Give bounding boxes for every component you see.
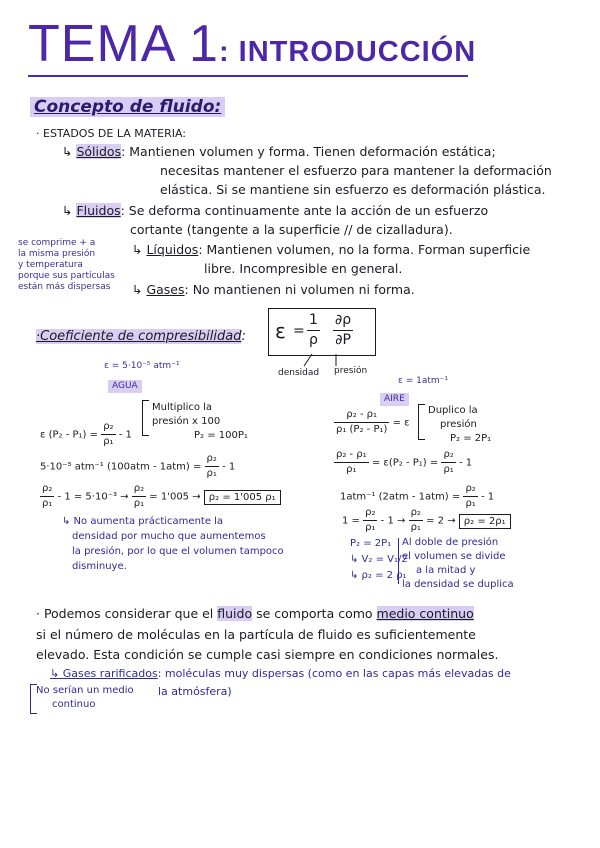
aire-eq2 bbox=[334, 448, 472, 477]
frac-num: ρ₂ bbox=[363, 506, 377, 521]
frac-den: ρ₁ bbox=[365, 522, 376, 533]
frac-den: ρ₁ (P₂ - P₁) bbox=[336, 424, 388, 435]
medio-note-line: continuo bbox=[52, 699, 96, 710]
medio-note bbox=[36, 684, 134, 712]
side-note-line: y temperatura bbox=[18, 260, 83, 270]
agua-eq1 bbox=[40, 420, 132, 449]
frac-den: ρ₁ bbox=[42, 498, 53, 509]
solidos-text1: : Mantienen volumen y forma. Tienen deformación estática; bbox=[121, 144, 496, 159]
aire-note-line: P₂ = 2P₁ bbox=[450, 433, 492, 444]
compresibilidad-heading: ·Coeficiente de compresibilidad bbox=[36, 329, 242, 344]
medio-fluido-highlight: fluido bbox=[217, 606, 253, 621]
aire-eq2-mid: = ε(P₂ - P₁) = bbox=[371, 457, 439, 469]
agua-eq2-frac bbox=[205, 452, 219, 481]
frac-num: ρ₂ bbox=[40, 482, 54, 497]
frac-num: ρ₂ bbox=[463, 482, 477, 497]
title-sub: : INTRODUCCIÓN bbox=[218, 36, 477, 68]
medio-continuo-highlight: medio continuo bbox=[376, 606, 474, 621]
compresibilidad-colon: : bbox=[241, 329, 246, 344]
agua-epsilon: ε = 5·10⁻⁵ atm⁻¹ bbox=[104, 361, 180, 371]
label-presion: presión bbox=[334, 366, 368, 376]
agua-eq1-tail: - 1 bbox=[118, 429, 132, 441]
page-title bbox=[28, 14, 476, 82]
liquidos-label: Líquidos bbox=[146, 242, 199, 257]
agua-eq2-tail: - 1 bbox=[222, 461, 236, 473]
frac-num: ρ₂ bbox=[409, 506, 423, 521]
aire-eq2-frac-b bbox=[441, 448, 455, 477]
frac-den: ρ₁ bbox=[346, 464, 357, 475]
agua-eq3-mid: - 1 = 5·10⁻³ → bbox=[57, 491, 129, 503]
solidos-label: Sólidos bbox=[76, 144, 122, 159]
formula-frac-1 bbox=[307, 311, 320, 350]
gases-rarificados-label: ↳ Gases rarificados bbox=[50, 667, 158, 680]
solidos-line3: elástica. Si se mantiene sin esfuerzo es deformación plástica. bbox=[160, 182, 546, 197]
side-note-line: están más dispersas bbox=[18, 282, 111, 292]
agua-note-line: P₂ = 100P₁ bbox=[194, 430, 248, 441]
liquidos-line2: libre. Incompresible en general. bbox=[204, 261, 403, 276]
medio-text-b: se comporta como bbox=[252, 606, 377, 621]
solidos-line1: ↳ Sólidos: Mantienen volumen y forma. Tienen deformación estática; bbox=[62, 144, 496, 159]
frac-num: ρ₂ bbox=[441, 448, 455, 463]
frac-num: ρ₂ - ρ₁ bbox=[334, 408, 389, 423]
formula-epsilon: ε bbox=[275, 319, 286, 343]
aire-volume-note-line: la densidad se duplica bbox=[402, 579, 514, 590]
aire-eq2-frac-a bbox=[334, 448, 369, 477]
agua-note-line: Multiplico la bbox=[152, 402, 213, 413]
frac-num: ∂ρ bbox=[333, 311, 353, 331]
medio-line3: elevado. Esta condición se cumple casi siempre en condiciones normales. bbox=[36, 647, 499, 662]
agua-eq3 bbox=[40, 482, 281, 511]
aire-volume-note-line: el volumen se divide bbox=[402, 551, 506, 562]
medio-line5: la atmósfera) bbox=[158, 685, 232, 698]
medio-line1 bbox=[36, 604, 474, 623]
agua-eq3-result: = 1'005 → bbox=[149, 491, 201, 503]
aire-eq4-frac-a bbox=[363, 506, 377, 535]
aire-note-bracket bbox=[418, 404, 425, 440]
agua-eq1-frac bbox=[101, 420, 115, 449]
side-note-line: porque sus partículas bbox=[18, 271, 115, 281]
frac-num: ρ₂ bbox=[132, 482, 146, 497]
aire-eq3-tail: - 1 bbox=[480, 491, 495, 503]
agua-note-line: presión x 100 bbox=[152, 416, 221, 427]
heading-concepto-fluido: Concepto de fluido: bbox=[30, 97, 225, 117]
fluidos-line2: cortante (tangente a la superficie // de cizalladura). bbox=[130, 222, 453, 237]
frac-den: ρ₁ bbox=[103, 436, 114, 447]
frac-num: ρ₂ - ρ₁ bbox=[334, 448, 369, 463]
fluidos-text1: : Se deforma continuamente ante la acción de un esfuerzo bbox=[120, 203, 489, 218]
fluidos-label: Fluidos bbox=[76, 203, 121, 218]
formula-frac-2 bbox=[333, 311, 353, 350]
agua-result-box: ρ₂ = 1'005 ρ₁ bbox=[204, 490, 281, 505]
frac-num: ρ₂ bbox=[205, 452, 219, 467]
aire-eq1-frac bbox=[334, 408, 389, 437]
aire-relation-line: ↳ ρ₂ = 2 ρ₁ bbox=[350, 570, 407, 581]
side-note-line: se comprime + a bbox=[18, 238, 96, 248]
agua-note bbox=[152, 401, 248, 443]
aire-eq4-frac-b bbox=[409, 506, 423, 535]
medio-line2: si el número de moléculas en la partícula de fluido es suficientemente bbox=[36, 627, 476, 642]
compresibilidad-formula bbox=[268, 308, 376, 356]
estados-materia-label: · ESTADOS DE LA MATERIA: bbox=[36, 127, 186, 140]
aire-relation-line: P₂ = 2P₁ bbox=[350, 538, 392, 549]
aire-eq1 bbox=[334, 408, 410, 437]
fluidos-line1: ↳ Fluidos: Se deforma continuamente ante la acción de un esfuerzo bbox=[62, 203, 489, 218]
aire-relation-brace bbox=[394, 538, 399, 584]
frac-num: ρ₂ bbox=[101, 420, 115, 435]
side-note-line: la misma presión bbox=[18, 249, 96, 259]
agua-eq3-frac-b bbox=[132, 482, 146, 511]
aire-eq2-tail: - 1 bbox=[458, 457, 473, 469]
liquidos-text1: : Mantienen volumen, no la forma. Forman superficie bbox=[198, 242, 531, 257]
aire-eq4-lhs: 1 = bbox=[342, 515, 360, 527]
aire-volume-note bbox=[402, 536, 514, 592]
solidos-line2: necesitas mantener el esfuerzo para mantener la deformación bbox=[160, 163, 552, 178]
title-main: TEMA 1 bbox=[28, 15, 219, 73]
gases-text1: : No mantienen ni volumen ni forma. bbox=[184, 282, 415, 297]
agua-label: AGUA bbox=[108, 380, 142, 393]
gases-label: Gases bbox=[146, 282, 185, 297]
agua-conclusion-1: ↳ No aumenta prácticamente la bbox=[62, 516, 224, 527]
medio-note-line: No serían un medio bbox=[36, 685, 134, 696]
frac-den: ρ₁ bbox=[465, 498, 476, 509]
aire-eq3-lhs: 1atm⁻¹ (2atm - 1atm) = bbox=[340, 491, 461, 503]
agua-conclusion-2: densidad por mucho que aumentemos bbox=[72, 531, 266, 542]
frac-den: ρ bbox=[309, 332, 318, 348]
frac-den: ρ₁ bbox=[410, 522, 421, 533]
compresibilidad-heading-row bbox=[36, 327, 246, 346]
aire-label: AIRE bbox=[380, 393, 409, 406]
agua-eq3-frac-a bbox=[40, 482, 54, 511]
agua-note-bracket bbox=[142, 400, 149, 436]
aire-eq4 bbox=[342, 506, 511, 535]
aire-note-line: Duplico la bbox=[428, 405, 478, 416]
aire-volume-note-line: a la mitad y bbox=[416, 565, 476, 576]
aire-eq4-result: = 2 → bbox=[426, 515, 456, 527]
agua-eq1-lhs: ε (P₂ - P₁) = bbox=[40, 429, 98, 441]
agua-conclusion-4: disminuye. bbox=[72, 561, 127, 572]
medio-line4 bbox=[50, 664, 511, 683]
label-densidad: densidad bbox=[278, 368, 320, 378]
liquidos-line1: ↳ Líquidos: Mantienen volumen, no la forma. Forman superficie bbox=[132, 242, 531, 257]
aire-eq4-mid: - 1 → bbox=[380, 515, 406, 527]
agua-eq2 bbox=[40, 452, 235, 481]
aire-note-line: presión bbox=[440, 419, 477, 430]
side-note-gases bbox=[18, 238, 115, 293]
frac-den: ρ₁ bbox=[443, 464, 454, 475]
aire-eq1-tail: = ε bbox=[392, 417, 410, 429]
aire-note bbox=[428, 404, 491, 446]
aire-epsilon: ε = 1atm⁻¹ bbox=[398, 376, 449, 386]
frac-den: ∂P bbox=[335, 332, 351, 348]
aire-result-box: ρ₂ = 2ρ₁ bbox=[459, 514, 511, 529]
title-underline bbox=[28, 75, 468, 77]
aire-relation-line: ↳ V₂ = V₁/2 bbox=[350, 554, 408, 565]
frac-num: 1 bbox=[307, 311, 320, 331]
aire-volume-note-line: Al doble de presión bbox=[402, 537, 499, 548]
formula-equals: = bbox=[293, 323, 305, 339]
frac-den: ρ₁ bbox=[206, 468, 217, 479]
gases-rarificados-text: : moléculas muy dispersas (como en las capas más elevadas de bbox=[157, 667, 511, 680]
gases-line1: ↳ Gases: No mantienen ni volumen ni forma. bbox=[132, 282, 415, 297]
medio-text-a: · Podemos considerar que el bbox=[36, 606, 218, 621]
agua-conclusion-3: la presión, por lo que el volumen tampoco bbox=[72, 546, 284, 557]
aire-volume-relations bbox=[350, 537, 408, 583]
frac-den: ρ₁ bbox=[133, 498, 145, 509]
agua-eq2-lhs: 5·10⁻⁵ atm⁻¹ (100atm - 1atm) = bbox=[40, 461, 202, 473]
